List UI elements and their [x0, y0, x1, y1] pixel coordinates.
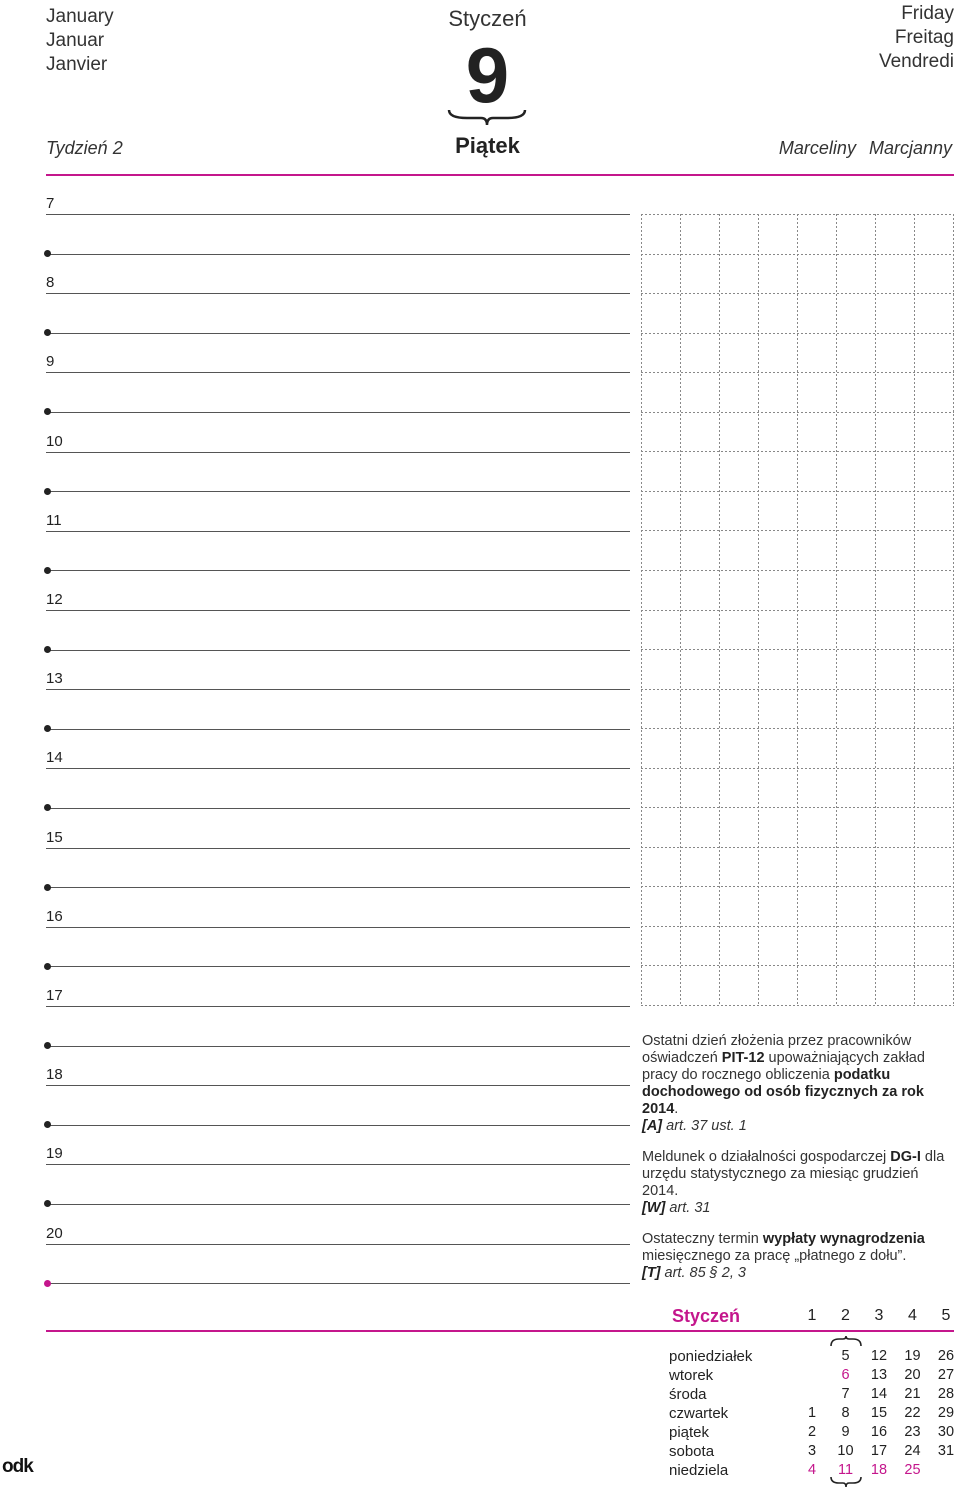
- hour-rule[interactable]: [46, 848, 630, 849]
- half-hour-dot: [44, 884, 51, 891]
- half-hour-dot: [44, 1280, 51, 1287]
- week-number: 4: [908, 1307, 917, 1324]
- calendar-day[interactable]: 3: [807, 1443, 817, 1459]
- month-fr: Janvier: [46, 54, 108, 75]
- hour-rule[interactable]: [46, 531, 630, 532]
- calendar-day[interactable]: 25: [904, 1462, 921, 1478]
- calendar-day[interactable]: 12: [870, 1348, 888, 1364]
- month-pl: Styczeń: [448, 6, 527, 31]
- hour-rule[interactable]: [46, 610, 630, 611]
- hour-rule[interactable]: [46, 768, 630, 769]
- mini-calendar-title: Styczeń: [672, 1306, 741, 1326]
- calendar-day[interactable]: 29: [937, 1405, 955, 1421]
- half-hour-rule[interactable]: [46, 1204, 630, 1205]
- half-hour-rule[interactable]: [46, 729, 630, 730]
- month-names-left: [46, 5, 114, 77]
- hour-rule[interactable]: [46, 214, 630, 215]
- name-day-1: Marceliny: [778, 138, 856, 158]
- month-de: Januar: [46, 30, 105, 51]
- calendar-day[interactable]: 2: [807, 1424, 817, 1440]
- calendar-day[interactable]: 27: [937, 1367, 955, 1383]
- calendar-day[interactable]: 14: [870, 1386, 888, 1402]
- hour-label: 15: [46, 828, 63, 846]
- half-hour-rule[interactable]: [46, 1046, 630, 1047]
- half-hour-rule[interactable]: [46, 254, 630, 255]
- half-hour-dot: [44, 567, 51, 574]
- note-reference: [W] art. 31: [642, 1200, 711, 1216]
- hour-label: 17: [46, 987, 63, 1004]
- half-hour-dot: [44, 488, 51, 495]
- half-hour-dot: [44, 725, 51, 732]
- hour-label: 19: [46, 1145, 63, 1163]
- hour-label: 18: [46, 1066, 63, 1084]
- hour-label: 16: [46, 907, 63, 925]
- notes-grid[interactable]: [641, 214, 954, 1006]
- calendar-divider: [46, 1330, 954, 1332]
- hour-label: 10: [46, 432, 63, 450]
- half-hour-rule[interactable]: [46, 808, 630, 809]
- half-hour-rule[interactable]: [46, 491, 630, 492]
- calendar-day[interactable]: 9: [841, 1424, 850, 1440]
- calendar-day[interactable]: 26: [937, 1348, 955, 1364]
- half-hour-dot: [44, 646, 51, 653]
- header-divider: [46, 174, 954, 176]
- calendar-day[interactable]: 24: [904, 1443, 921, 1459]
- calendar-day[interactable]: 19: [904, 1348, 921, 1364]
- calendar-day[interactable]: 21: [904, 1386, 921, 1402]
- half-hour-dot: [44, 250, 51, 257]
- hour-rule[interactable]: [46, 1006, 630, 1007]
- hour-label: 7: [46, 195, 55, 212]
- hour-rule[interactable]: [46, 927, 630, 928]
- half-hour-dot: [44, 963, 51, 970]
- hour-rule[interactable]: [46, 372, 630, 373]
- half-hour-rule[interactable]: [46, 887, 630, 888]
- name-day-2: Marcjanny: [868, 138, 952, 158]
- calendar-day[interactable]: 7: [841, 1386, 850, 1402]
- half-hour-dot: [44, 1121, 51, 1128]
- hour-rule[interactable]: [46, 293, 630, 294]
- week-label: Tydzień 2: [46, 138, 123, 158]
- hour-label: 14: [46, 749, 63, 767]
- calendar-day[interactable]: 5: [841, 1348, 850, 1364]
- half-hour-rule[interactable]: [46, 570, 630, 571]
- name-days: [779, 138, 952, 159]
- calendar-day[interactable]: 18: [870, 1462, 888, 1478]
- hour-rule[interactable]: [46, 1085, 630, 1086]
- calendar-day[interactable]: 30: [937, 1424, 955, 1440]
- calendar-day[interactable]: 23: [904, 1424, 921, 1440]
- month-en: January: [46, 6, 114, 27]
- hour-label: 13: [46, 670, 63, 688]
- note-1: Ostatni dzień złożenia przez pracowników oświadczeń PIT-12 upoważniających zakład pracy do rocznego obliczenia podatku dochodowego od osób fizycznych za rok 2014.: [642, 1033, 925, 1117]
- half-hour-dot: [44, 1042, 51, 1049]
- hour-rule[interactable]: [46, 452, 630, 453]
- weekday-de: Freitag: [894, 27, 954, 48]
- hour-rule[interactable]: [46, 689, 630, 690]
- half-hour-dot: [44, 1200, 51, 1207]
- day-number: 9: [465, 31, 510, 119]
- half-hour-rule[interactable]: [46, 1125, 630, 1126]
- hour-label: 8: [46, 274, 55, 292]
- note-2: Meldunek o działalności gospodarczej DG-I dla urzędu statystycznego za miesiąc grudzień 2014.: [642, 1149, 945, 1199]
- calendar-day-name: niedziela: [669, 1462, 729, 1479]
- calendar-day[interactable]: 13: [870, 1367, 888, 1383]
- half-hour-rule[interactable]: [46, 1283, 630, 1284]
- grid-lines: [641, 214, 954, 1006]
- note-reference: [A] art. 37 ust. 1: [642, 1118, 747, 1134]
- calendar-day-name: poniedziałek: [669, 1348, 753, 1365]
- calendar-day[interactable]: 31: [937, 1443, 955, 1459]
- publisher-logo: odk: [2, 1456, 33, 1477]
- calendar-day[interactable]: 20: [904, 1367, 921, 1383]
- calendar-day[interactable]: 11: [837, 1462, 854, 1478]
- calendar-day[interactable]: 4: [807, 1462, 817, 1478]
- hour-label: 20: [46, 1224, 63, 1242]
- calendar-day[interactable]: 15: [870, 1405, 888, 1421]
- calendar-day-name: sobota: [669, 1443, 715, 1460]
- calendar-day[interactable]: 16: [870, 1424, 888, 1440]
- calendar-day[interactable]: 1: [807, 1405, 817, 1421]
- week-number: 3: [874, 1307, 884, 1324]
- mini-calendar-daynames: [669, 1347, 752, 1480]
- half-hour-dot: [44, 329, 51, 336]
- calendar-day[interactable]: 6: [841, 1367, 850, 1383]
- weekday-fr: Vendredi: [878, 51, 954, 72]
- hour-label: 12: [46, 591, 63, 608]
- note-reference: [T] art. 85 § 2, 3: [642, 1265, 746, 1281]
- calendar-day-name: wtorek: [669, 1367, 714, 1384]
- hour-label: 9: [46, 353, 55, 371]
- notes-block: [642, 1033, 954, 1296]
- half-hour-rule[interactable]: [46, 412, 630, 413]
- half-hour-rule[interactable]: [46, 333, 630, 334]
- calendar-day[interactable]: 22: [904, 1405, 921, 1421]
- week-number: 2: [841, 1307, 850, 1324]
- bracket-icon: [447, 108, 527, 128]
- hour-rule[interactable]: [46, 1244, 630, 1245]
- weekday-en: Friday: [901, 3, 954, 24]
- weekday-pl: Piątek: [455, 133, 520, 158]
- half-hour-rule[interactable]: [46, 650, 630, 651]
- hour-label: 11: [46, 511, 62, 529]
- weekday-names-right: [879, 2, 954, 74]
- calendar-day[interactable]: 28: [937, 1386, 955, 1402]
- hour-rule[interactable]: [46, 1164, 630, 1165]
- calendar-day-name: piątek: [669, 1424, 710, 1441]
- calendar-day-name: środa: [669, 1386, 707, 1403]
- calendar-day[interactable]: 8: [841, 1405, 850, 1421]
- week-number: 1: [807, 1307, 817, 1324]
- week-number: 5: [941, 1307, 951, 1324]
- current-week-bracket-icon: [830, 1335, 862, 1347]
- calendar-day[interactable]: 10: [837, 1443, 854, 1459]
- half-hour-rule[interactable]: [46, 966, 630, 967]
- half-hour-dot: [44, 408, 51, 415]
- calendar-day-name: czwartek: [669, 1405, 729, 1422]
- half-hour-dot: [44, 804, 51, 811]
- note-3: Ostateczny termin wypłaty wynagrodzenia miesięcznego za pracę „płatnego z dołu”.: [642, 1231, 925, 1264]
- calendar-day[interactable]: 17: [870, 1443, 888, 1459]
